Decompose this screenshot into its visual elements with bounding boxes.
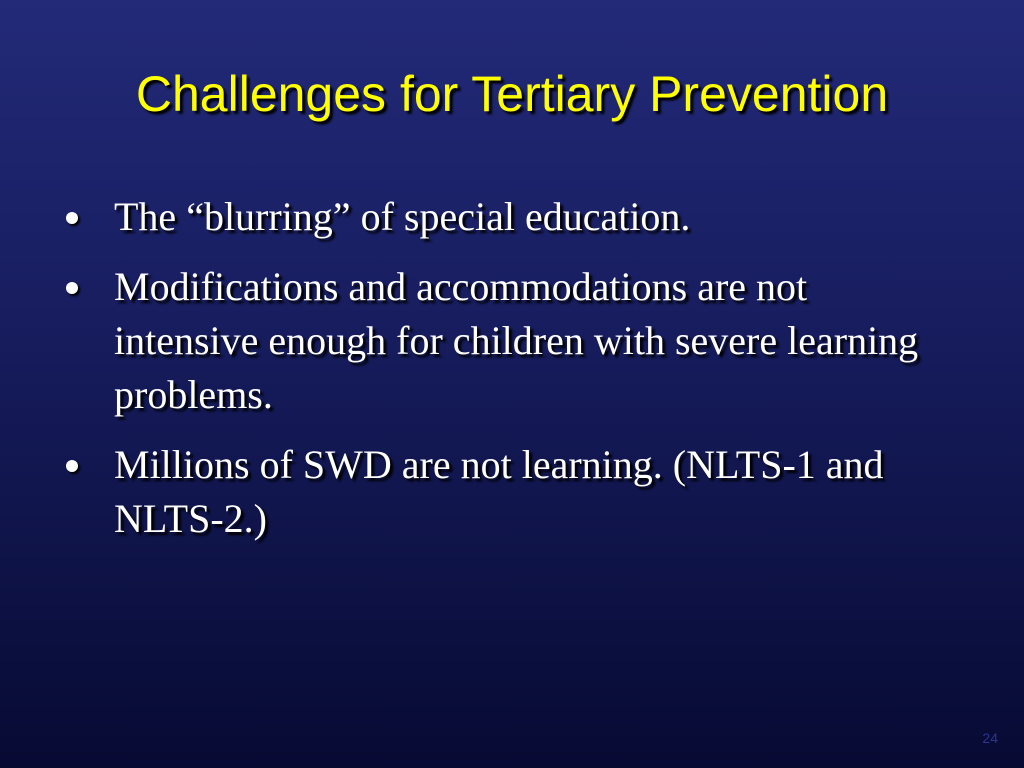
slide-page-number: 24 bbox=[982, 730, 998, 746]
bullet-dot-icon bbox=[66, 212, 78, 224]
bullet-dot-icon bbox=[66, 282, 78, 294]
slide-title: Challenges for Tertiary Prevention bbox=[135, 66, 889, 122]
bullet-text: Modifications and accommodations are not intensive enough for children with severe learning problems. bbox=[114, 264, 919, 417]
bullet-item-blurring bbox=[58, 190, 938, 244]
bullet-item-modifications bbox=[58, 260, 938, 422]
bullet-item-millions bbox=[58, 438, 938, 546]
bullet-dot-icon bbox=[66, 460, 78, 472]
bullet-text: Millions of SWD are not learning. (NLTS-1 and NLTS-2.) bbox=[114, 442, 884, 541]
bullet-text: The “blurring” of special education. bbox=[114, 194, 691, 239]
bullet-list bbox=[58, 190, 938, 562]
